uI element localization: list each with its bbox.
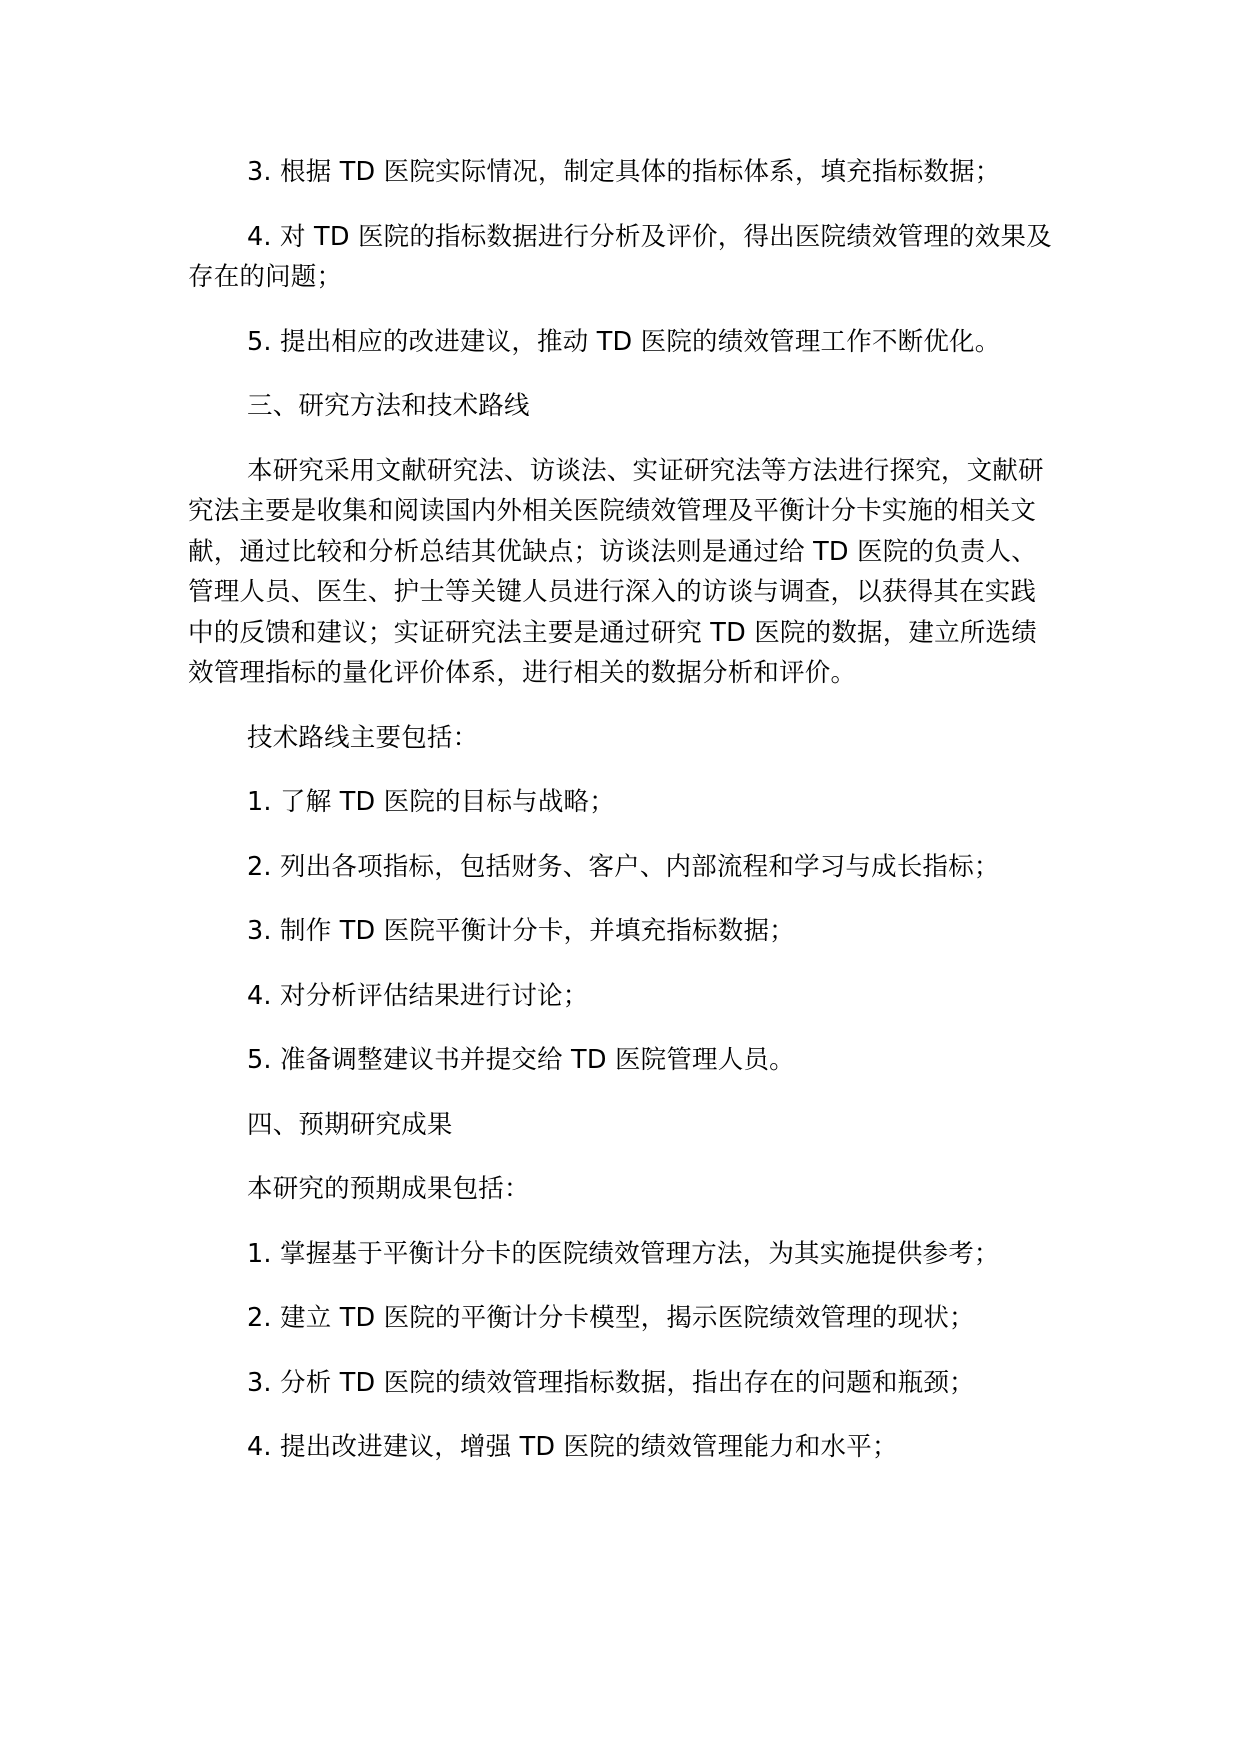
- list-item: 1. 了解 TD 医院的目标与战略；: [247, 787, 615, 817]
- list-item: 2. 列出各项指标，包括财务、客户、内部流程和学习与成长指标；: [247, 851, 1000, 882]
- list-item: 3. 根据 TD 医院实际情况，制定具体的指标体系，填充指标数据；: [247, 157, 1001, 187]
- list-item: 2. 建立 TD 医院的平衡计分卡模型，揭示医院绩效管理的现状；: [247, 1303, 975, 1333]
- section-heading: 四、预期研究成果: [247, 1109, 453, 1140]
- body-paragraph: 本研究采用文献研究法、访谈法、实证研究法等方法进行探究，文献研究法主要是收集和阅读国内外相关医院绩效管理及平衡计分卡实施的相关文献，通过比较和分析总结其优缺点；访谈法则是通过给 TD 医院的负责人、管理人员、医生、护士等关键人员进行深入的访谈与调查，以获得其在实践中的反馈和建议；实证研究法主要是通过研究 TD 医院的数据，建立所选绩效管理指标的量化评价体系，进行相关的数据分析和评价。: [188, 455, 1044, 688]
- list-item: 4. 对 TD 医院的指标数据进行分析及评价，得出医院绩效管理的效果及存在的问题；: [188, 221, 1052, 292]
- list-item: 1. 掌握基于平衡计分卡的医院绩效管理方法，为其实施提供参考；: [247, 1238, 1000, 1269]
- section-heading: 三、研究方法和技术路线: [247, 391, 530, 421]
- list-item: 3. 分析 TD 医院的绩效管理指标数据，指出存在的问题和瓶颈；: [247, 1367, 975, 1398]
- body-paragraph: 技术路线主要包括：: [247, 722, 479, 753]
- list-item: 4. 提出改进建议，增强 TD 医院的绩效管理能力和水平；: [247, 1432, 898, 1462]
- list-item: 4. 对分析评估结果进行讨论；: [247, 980, 589, 1011]
- list-item: 5. 提出相应的改进建议，推动 TD 医院的绩效管理工作不断优化。: [247, 326, 1001, 357]
- document-body: [188, 152, 1058, 1492]
- list-item: 5. 准备调整建议书并提交给 TD 医院管理人员。: [247, 1045, 795, 1075]
- list-item: 3. 制作 TD 医院平衡计分卡，并填充指标数据；: [247, 916, 795, 946]
- body-paragraph: 本研究的预期成果包括：: [247, 1174, 530, 1204]
